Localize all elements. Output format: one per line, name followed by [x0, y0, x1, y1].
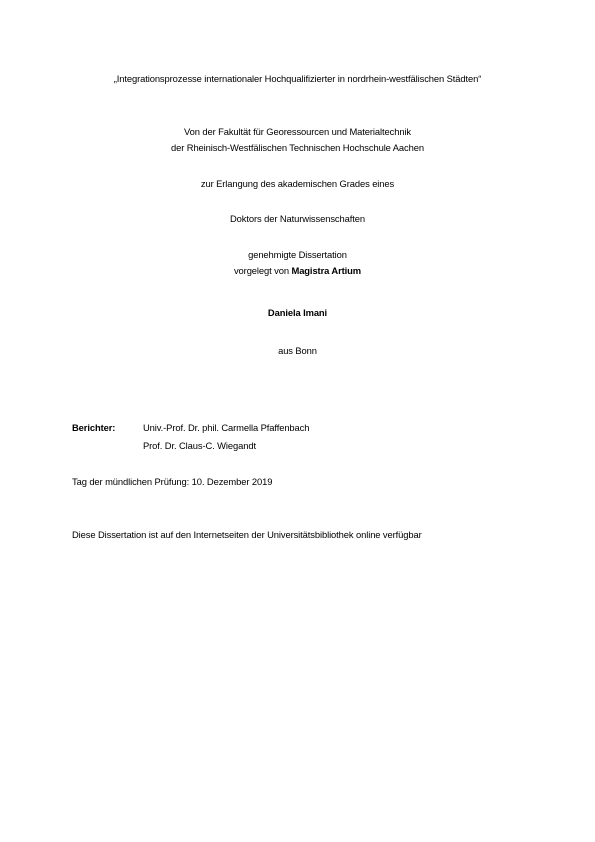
degree-name: Doktors der Naturwissenschaften	[230, 213, 365, 224]
degree-intro: zur Erlangung des akademischen Grades eines	[200, 178, 395, 189]
approved-dissertation: genehmigte Dissertation	[248, 249, 347, 260]
reviewer-second: Prof. Dr. Claus-C. Wiegandt	[143, 440, 256, 451]
reviewer-first: Univ.-Prof. Dr. phil. Carmella Pfaffenbach	[143, 422, 310, 433]
submitted-by-title: Magistra Artium	[291, 265, 362, 276]
faculty-line-2: der Rheinisch-Westfälischen Technischen Hochschule Aachen	[171, 142, 424, 153]
faculty-line-1: Von der Fakultät für Georessourcen und Materialtechnik	[183, 126, 411, 137]
reviewers-label: Berichter:	[72, 422, 116, 433]
submitted-by	[0, 265, 595, 277]
availability-note: Diese Dissertation ist auf den Internetseiten der Universitätsbibliothek online verfügbar	[72, 529, 422, 540]
exam-date: Tag der mündlichen Prüfung: 10. Dezember 2019	[72, 476, 273, 487]
dissertation-title: „Integrationsprozesse internationaler Hochqualifizierter in nordrhein-westfälischen Städten“	[113, 73, 482, 84]
author-name: Daniela Imani	[267, 307, 328, 318]
submitted-by-prefix: vorgelegt von	[233, 265, 289, 276]
author-origin: aus Bonn	[278, 345, 317, 356]
